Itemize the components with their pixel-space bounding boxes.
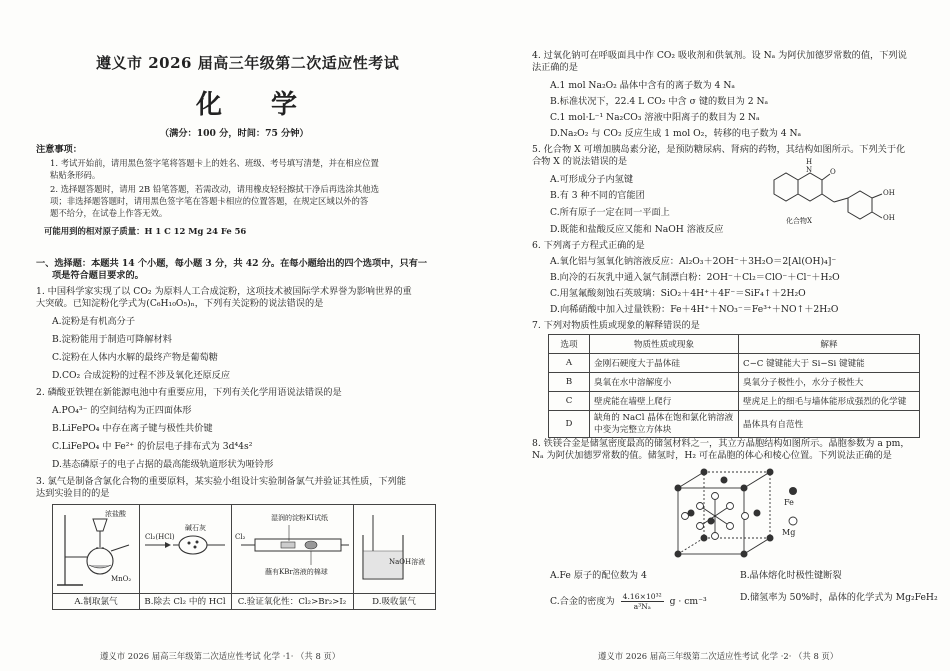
q4-option-d: D.Na₂O₂ 与 CO₂ 反应生成 1 mol O₂，转移的电子数为 4 Nₐ	[550, 128, 802, 139]
q1-stem-cont: 大突破。已知淀粉化学式为(C₆H₁₀O₅)ₙ，下列有关淀粉的说法错误的是	[36, 298, 324, 309]
table-row	[549, 411, 920, 438]
q7-stem: 7. 下列对物质性质或现象的解释错误的是	[532, 320, 700, 331]
q6-option-a: A.氧化铝与氢氧化钠溶液反应：Al₂O₃＋2OH⁻＋3H₂O＝2[Al(OH)₄]⁻	[550, 256, 837, 267]
section-heading-cont: 项是符合题目要求的。	[52, 270, 144, 281]
q1-option-b: B.淀粉能用于制造可降解材料	[52, 334, 172, 345]
q8-option-d: D.储氢率为 50%时，晶体的化学式为 Mg₂FeH₂	[740, 592, 938, 603]
q1-option-c: C.淀粉在人体内水解的最终产物是葡萄糖	[52, 352, 218, 363]
label-conc-hcl: 浓盐酸	[105, 510, 126, 518]
apparatus-c	[231, 505, 354, 609]
table-cell: 壁虎足上的细毛与墙体能形成强烈的化学键	[739, 392, 920, 411]
beaker-icon	[353, 505, 435, 589]
table-cell: 壁虎能在墙壁上爬行	[590, 392, 739, 411]
q4-option-c: C.1 mol·L⁻¹ Na₂CO₃ 溶液中阳离子的数目为 2 Nₐ	[550, 112, 760, 123]
density-numerator: 4.16×10³²	[622, 592, 662, 601]
q4-option-b: B.标准状况下，22.4 L CO₂ 中含 σ 键的数目为 2 Nₐ	[550, 96, 769, 107]
notice-line: 粘贴条形码。	[50, 170, 101, 180]
q7-table	[548, 334, 920, 438]
atom-h: H	[806, 158, 813, 166]
notice-line: 项；非选择题答题时，请用黑色签字笔在答题卡相应的位置答题，在规定区域以外的答	[50, 196, 369, 206]
footer-page-1: 遵义市 2026 届高三年级第二次适应性考试 化学 ·1· （共 8 页）	[100, 651, 341, 661]
legend-fe: Fe	[784, 498, 794, 507]
q5-option-d: D.既能和盐酸反应又能和 NaOH 溶液反应	[550, 224, 724, 235]
label-soda-lime: 碱石灰	[185, 524, 206, 532]
table-cell: 臭氧在水中溶解度小	[590, 373, 739, 392]
unit-cell-icon	[670, 466, 780, 564]
table-cell: 晶体具有自范性	[739, 411, 920, 438]
q5-option-a: A.可形成分子内氢键	[550, 174, 634, 185]
exam-page-2	[480, 0, 950, 671]
label-cl2: Cl₂	[235, 533, 246, 541]
table-header: 物质性质或现象	[590, 335, 739, 354]
caption-a: A.制取氯气	[53, 593, 139, 607]
q3-stem-cont: 达到实验目的的是	[36, 488, 110, 499]
q8-option-a: A.Fe 原子的配位数为 4	[550, 570, 647, 581]
q2-option-b: B.LiFePO₄ 中存在离子键与极性共价键	[52, 423, 213, 434]
group-oh-2: OH	[883, 214, 895, 222]
q1-option-d: D.CO₂ 合成淀粉的过程不涉及氧化还原反应	[52, 370, 231, 381]
q8-option-c	[550, 592, 707, 611]
label-naoh: NaOH溶液	[389, 558, 426, 566]
apparatus-b	[139, 505, 232, 609]
crystal-cell-figure	[670, 466, 820, 564]
q2-option-a: A.PO₄³⁻ 的空间结构为正四面体形	[52, 405, 192, 416]
apparatus-figure	[52, 504, 436, 610]
table-cell: C	[549, 392, 590, 411]
apparatus-a	[53, 505, 140, 609]
q5-stem: 5. 化合物 X 可增加胰岛素分泌，是预防糖尿病、肾病的药物，其结构如图所示。下列关于化	[532, 144, 906, 155]
footer-page-2: 遵义市 2026 届高三年级第二次适应性考试 化学 ·2· （共 8 页）	[598, 651, 839, 661]
q4-stem-cont: 法正确的是	[532, 62, 578, 73]
table-cell: C−C 键键能大于 Si−Si 键键能	[739, 354, 920, 373]
table-cell: 金刚石硬度大于晶体硅	[590, 354, 739, 373]
q2-option-d: D.基态磷原子的电子占据的最高能级轨道形状为哑铃形	[52, 459, 274, 470]
notice-line: 题不给分，在试卷上作答无效。	[50, 208, 168, 218]
table-cell: 臭氧分子极性小，水分子极性大	[739, 373, 920, 392]
label-ki-paper: 湿润的淀粉KI试纸	[271, 514, 328, 522]
table-header-row	[549, 335, 920, 354]
q5-option-c: C.所有原子一定在同一平面上	[550, 207, 670, 218]
apparatus-d	[353, 505, 435, 609]
q1-stem: 1. 中国科学家实现了以 CO₂ 为原料人工合成淀粉，这项技术被国际学术界誉为影响世界的重	[36, 286, 412, 297]
notice-line: 1. 考试开始前，请用黑色签字笔将答题卡上的姓名、班级、考号填写清楚，并在相应位置	[50, 158, 379, 168]
caption-d: D.吸收氯气	[353, 593, 435, 607]
table-row	[549, 392, 920, 411]
q1-option-a: A.淀粉是有机高分子	[52, 316, 136, 327]
q8-option-c-label: C.合金的密度为	[550, 596, 615, 607]
compound-x-figure	[770, 156, 910, 232]
q4-stem: 4. 过氧化钠可在呼吸面具中作 CO₂ 吸收剂和供氧剂。设 Nₐ 为阿伏加德罗常数的值，下列说	[532, 50, 907, 61]
q6-stem: 6. 下列离子方程式正确的是	[532, 240, 645, 251]
q2-stem: 2. 磷酸亚铁锂在新能源电池中有重要应用，下列有关化学用语说法错误的是	[36, 387, 342, 398]
caption-b: B.除去 Cl₂ 中的 HCl	[139, 593, 231, 607]
table-cell: A	[549, 354, 590, 373]
table-header: 选项	[549, 335, 590, 354]
subject-title: 化 学	[196, 90, 318, 120]
density-fraction	[621, 592, 664, 611]
q5-option-b: B.有 3 种不同的官能团	[550, 190, 645, 201]
q3-stem: 3. 氯气是制备含氯化合物的重要原料，某实验小组设计实验制备氯气并验证其性质，下列能	[36, 476, 406, 487]
q8-option-b: B.晶体熔化时极性键断裂	[740, 570, 842, 581]
q6-option-c: C.用氢氟酸刻蚀石英玻璃：SiO₂＋4H⁺＋4F⁻＝SiF₄↑＋2H₂O	[550, 288, 806, 299]
table-row	[549, 373, 920, 392]
atomic-mass-line: 可能用到的相对原子质量：H 1 C 12 Mg 24 Fe 56	[44, 226, 247, 236]
density-denominator: a³Nₐ	[633, 602, 651, 611]
exam-title: 遵义市 2026 届高三年级第二次适应性考试	[96, 54, 400, 72]
table-header: 解释	[739, 335, 920, 354]
q6-option-d: D.向稀硝酸中加入过量铁粉：Fe＋4H⁺＋NO₃⁻＝Fe³⁺＋NO↑＋2H₂O	[550, 304, 839, 315]
atom-n: N	[806, 166, 813, 174]
q5-stem-cont: 合物 X 的说法错误的是	[532, 156, 628, 167]
compound-caption: 化合物X	[786, 217, 812, 225]
table-cell: B	[549, 373, 590, 392]
q8-stem-cont: Nₐ 为阿伏加德罗常数的值。储氢时，H₂ 可在晶胞的体心和棱心位置。下列说法正确的是	[532, 450, 892, 461]
density-unit: g · cm⁻³	[669, 596, 707, 607]
label-cl2-hcl: Cl₂(HCl)	[145, 533, 175, 541]
q2-option-c: C.LiFePO₄ 中 Fe²⁺ 的价层电子排布式为 3d⁴4s²	[52, 441, 253, 452]
section-heading: 一、选择题：本题共 14 个小题，每小题 3 分，共 42 分。在每小题给出的四个选项中，只有一	[36, 258, 428, 269]
mg-atom-icon	[788, 516, 798, 526]
q6-option-b: B.向冷的石灰乳中通入氯气制漂白粉：2OH⁻＋Cl₂＝ClO⁻＋Cl⁻＋H₂O	[550, 272, 840, 283]
label-mno2: MnO₂	[111, 575, 132, 583]
fe-atom-icon	[788, 486, 798, 496]
label-kbr-cotton: 蘸有KBr溶液的棉球	[265, 568, 328, 576]
notice-line: 2. 选择题答题时，请用 2B 铅笔答题，若需改动，请用橡皮轻轻擦拭干净后再选涂其他选	[50, 184, 379, 194]
caption-c: C.验证氧化性：Cl₂>Br₂>I₂	[231, 593, 353, 607]
table-cell: 缺角的 NaCl 晶体在饱和氯化钠溶液中变为完整立方体块	[590, 411, 739, 438]
drying-tube-icon	[139, 505, 231, 589]
group-oh-1: OH	[883, 189, 895, 197]
legend-mg: Mg	[782, 528, 796, 537]
atom-o: O	[830, 168, 836, 176]
q4-option-a: A.1 mol Na₂O₂ 晶体中含有的离子数为 4 Nₐ	[550, 80, 735, 91]
score-time: （满分：100 分，时间：75 分钟）	[160, 128, 309, 139]
table-cell: D	[549, 411, 590, 438]
q8-stem: 8. 铁镁合金是储氢密度最高的储氢材料之一，其立方晶胞结构如图所示。晶胞参数为 a pm，	[532, 438, 910, 449]
notice-heading: 注意事项：	[36, 144, 82, 155]
table-row	[549, 354, 920, 373]
